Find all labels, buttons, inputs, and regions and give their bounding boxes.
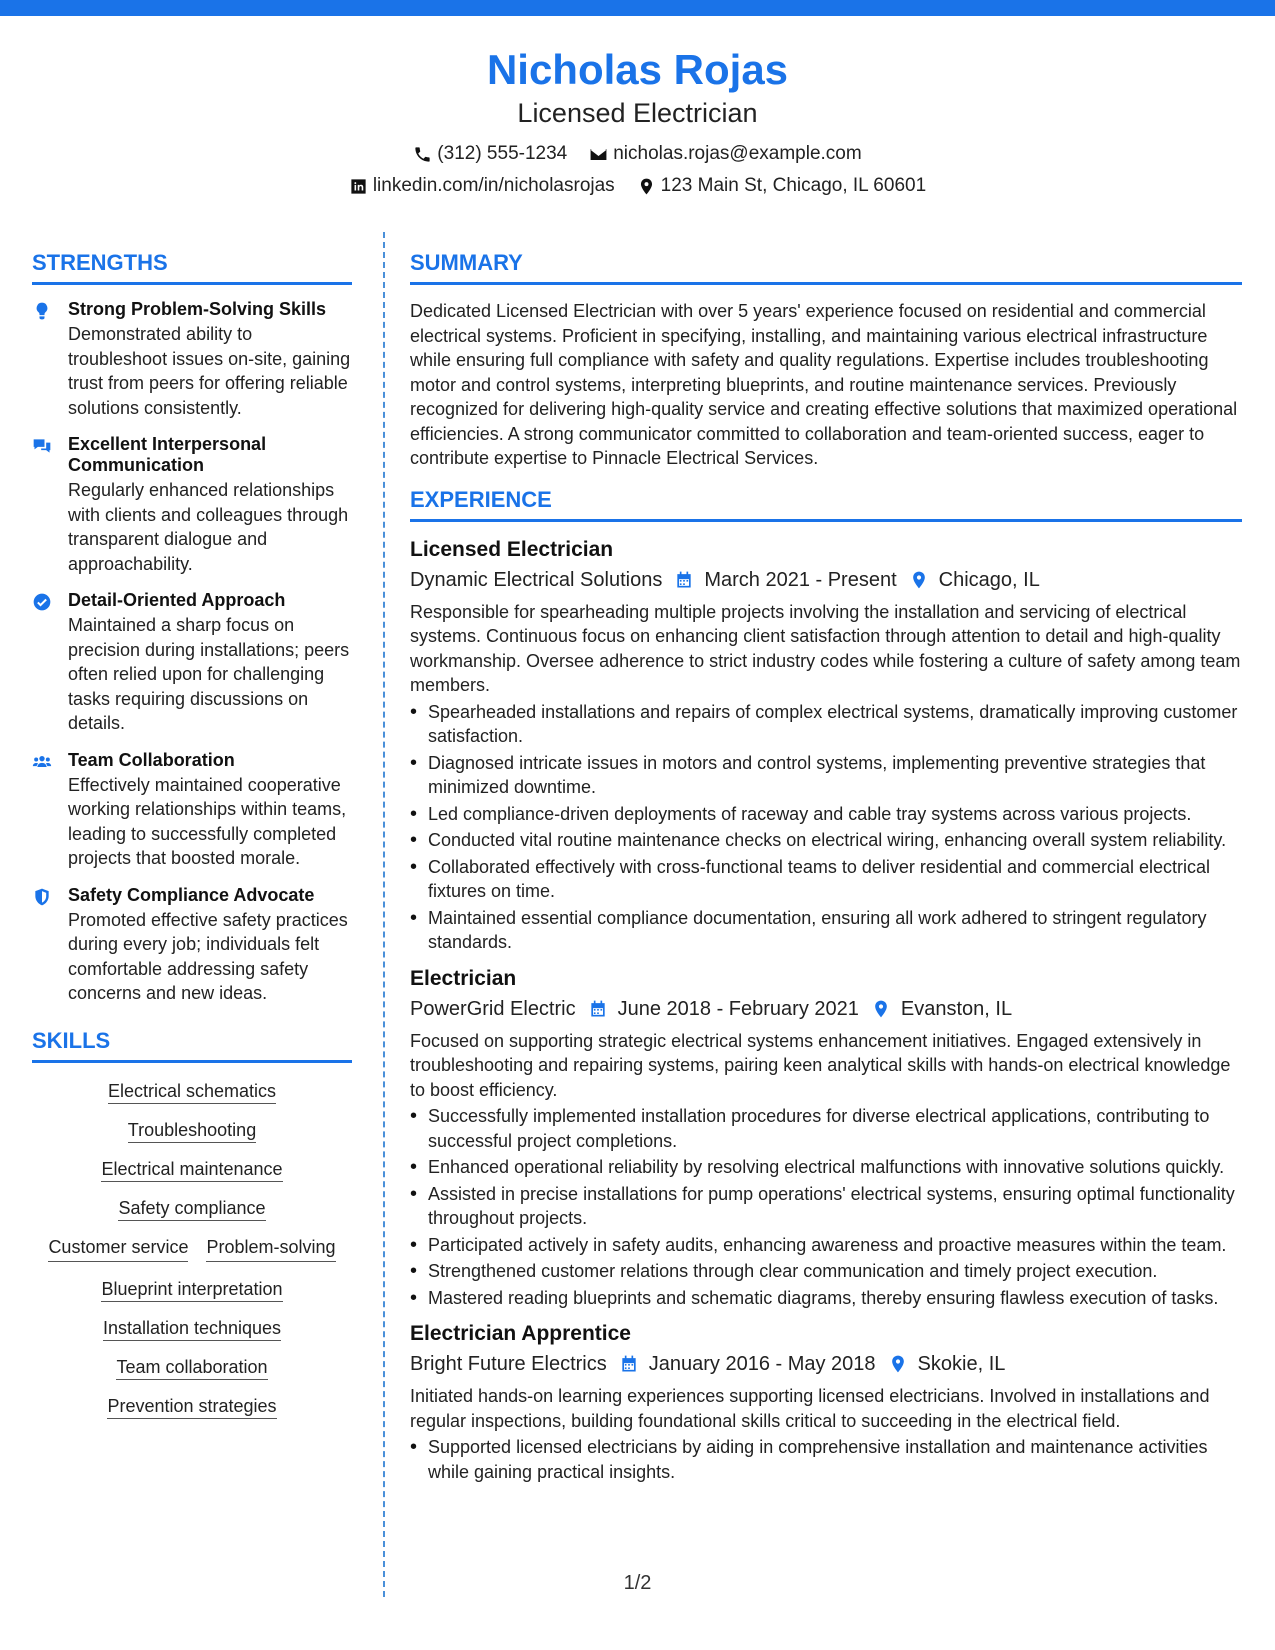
calendar-icon [674,570,694,590]
linkedin-text[interactable]: linkedin.com/in/nicholasrojas [372,175,615,196]
strength-desc: Maintained a sharp focus on precision during installations; peers often relied upon for challenging tasks requiring discussions on details. [68,615,350,733]
bullet-item: • Assisted in precise installations for pump operations' electrical systems, ensuring optimal functionality throughout projects. [410,1182,1242,1231]
lightbulb-icon [32,301,52,321]
job-company: Bright Future Electrics [410,1353,607,1375]
strength-item [32,590,352,736]
job-description: Focused on supporting strategic electrical systems enhancement initiatives. Engaged extensively in troubleshooting and repairing systems, pairing keen analytical skills with hands-on electrical knowledge to boost efficiency. [410,1030,1231,1100]
skill-tag: Problem-solving [206,1235,335,1262]
bullet-item: • Strengthened customer relations through clear communication and timely project execution. [410,1259,1242,1284]
contact-row-1 [0,142,1275,166]
map-pin-icon [871,999,891,1019]
job-meta [410,995,1242,1023]
job-entry [410,1320,1242,1484]
strength-desc: Regularly enhanced relationships with clients and colleagues through transparent dialogue and approachability. [68,480,349,574]
skill-tag: Safety compliance [118,1198,265,1221]
page-number: 1/2 [623,1572,652,1594]
bullet-item: • Collaborated effectively with cross-functional teams to deliver residential and commercial electrical fixtures on time. [410,855,1242,904]
bullet-item: • Supported licensed electricians by aiding in comprehensive installation and maintenance activities while gaining practical insights. [410,1435,1242,1484]
left-column [32,250,352,1418]
skill-tag: Electrical schematics [108,1081,276,1104]
skill-tag: Team collaboration [116,1357,267,1380]
candidate-title: Licensed Electrician [517,98,758,128]
strength-desc: Promoted effective safety practices during every job; individuals felt comfortable addressing safety concerns and new ideas. [68,909,348,1003]
strength-item [32,750,352,871]
job-dates: June 2018 - February 2021 [617,997,859,1020]
candidate-name: Nicholas Rojas [486,46,789,93]
job-location: Chicago, IL [938,568,1040,591]
check-circle-icon [32,592,52,612]
phone-contact [413,142,567,166]
bullet-item: • Conducted vital routine maintenance checks on electrical wiring, enhancing overall system reliability. [410,828,1242,853]
job-bullets [410,700,1242,955]
job-dates: January 2016 - May 2018 [648,1353,876,1375]
skill-tag: Blueprint interpretation [101,1279,282,1302]
right-column [410,250,1242,1494]
email-contact[interactable] [589,142,861,166]
skill-tag: Installation techniques [103,1318,281,1341]
map-pin-icon [909,570,929,590]
summary-heading: SUMMARY [410,250,1242,285]
strengths-heading: STRENGTHS [32,250,352,285]
job-entry [410,965,1242,1311]
job-title: Electrician [410,966,517,990]
strength-title: Detail-Oriented Approach [68,590,286,610]
strength-desc: Demonstrated ability to troubleshoot issues on-site, gaining trust from peers for offering reliable solutions consistently. [68,324,351,418]
calendar-icon [619,1354,639,1374]
job-bullets [410,1104,1242,1310]
address-text: 123 Main St, Chicago, IL 60601 [660,175,927,196]
top-accent-bar [0,0,1275,16]
column-divider [383,232,385,1597]
linkedin-contact[interactable] [349,174,615,198]
email-text[interactable]: nicholas.rojas@example.com [613,143,862,164]
skills-list [32,1077,352,1418]
skill-tag: Troubleshooting [128,1120,256,1143]
map-pin-icon [888,1354,908,1374]
shield-icon [32,887,52,907]
job-meta [410,566,1242,594]
bullet-item: • Spearheaded installations and repairs of complex electrical systems, dramatically improving customer satisfaction. [410,700,1242,749]
skills-heading: SKILLS [32,1028,352,1063]
job-location: Skokie, IL [917,1353,1006,1375]
address-contact [637,174,926,198]
contact-row-2 [0,174,1275,198]
strength-title: Team Collaboration [68,749,235,770]
calendar-icon [588,999,608,1019]
linkedin-icon [349,177,368,196]
job-description: Initiated hands-on learning experiences supporting licensed electricians. Involved in installations and regular inspections, building foundational skills critical to succeeding in the electrical field. [410,1386,1210,1431]
job-entry [410,536,1242,955]
comments-icon [32,436,52,456]
job-location: Evanston, IL [900,997,1013,1020]
experience-heading: EXPERIENCE [410,487,1242,522]
strength-item [32,434,352,576]
skill-tag: Customer service [48,1235,188,1262]
bullet-item: • Diagnosed intricate issues in motors and control systems, implementing preventive strategies that minimized downtime. [410,751,1242,800]
phone-text: (312) 555-1234 [437,143,568,164]
phone-icon [413,145,432,164]
bullet-item: • Participated actively in safety audits, enhancing awareness and proactive measures within the team. [410,1233,1242,1258]
job-description: Responsible for spearheading multiple projects involving the installation and servicing of electrical systems. Continuous focus on enhancing client satisfaction through attention to detail and high-quality workmanship. Oversee adherence to strict industry codes while fostering a culture of safety among team members. [410,601,1241,695]
map-pin-icon [637,177,656,196]
job-company: Dynamic Electrical Solutions [410,568,663,591]
strength-desc: Effectively maintained cooperative working relationships within teams, leading to successfully completed projects that boosted morale. [68,774,347,868]
envelope-icon [589,145,608,164]
job-title: Licensed Electrician [410,537,614,561]
users-icon [32,752,52,772]
job-title: Electrician Apprentice [410,1322,631,1345]
strength-title: Excellent Interpersonal Communication [68,434,267,475]
strength-title: Safety Compliance Advocate [68,884,315,905]
job-company: PowerGrid Electric [410,997,576,1020]
bullet-item: • Led compliance-driven deployments of raceway and cable tray systems across various projects. [410,802,1242,827]
skill-tag: Electrical maintenance [101,1159,282,1182]
bullet-item: • Mastered reading blueprints and schematic diagrams, thereby ensuring flawless execution of tasks. [410,1286,1242,1311]
strength-title: Strong Problem-Solving Skills [68,299,327,319]
summary-text: Dedicated Licensed Electrician with over 5 years' experience focused on residential and commercial electrical systems. Proficient in specifying, installing, and maintaining various electrical infrastructure while ensuring full compliance with safety and quality regulations. Expertise includes troubleshooting motor and control systems, interpreting blueprints, and routine maintenance services. Previously recognized for delivering high-quality service and creating effective solutions that maximized operational efficiencies. A strong communicator committed to collaboration and team-oriented success, eager to contribute expertise to Pinnacle Electrical Services. [410,301,1238,468]
job-dates: March 2021 - Present [704,568,897,591]
bullet-item: • Successfully implemented installation procedures for diverse electrical applications, contributing to successful project completions. [410,1104,1242,1153]
bullet-item: • Enhanced operational reliability by resolving electrical malfunctions with innovative solutions quickly. [410,1155,1242,1180]
strength-item [32,885,352,1006]
strength-item [32,299,352,420]
bullet-item: • Maintained essential compliance documentation, ensuring all work adhered to stringent regulatory standards. [410,906,1242,955]
resume-header [0,42,1275,198]
job-bullets [410,1435,1242,1484]
job-meta [410,1350,1242,1378]
skill-tag: Prevention strategies [107,1396,276,1419]
